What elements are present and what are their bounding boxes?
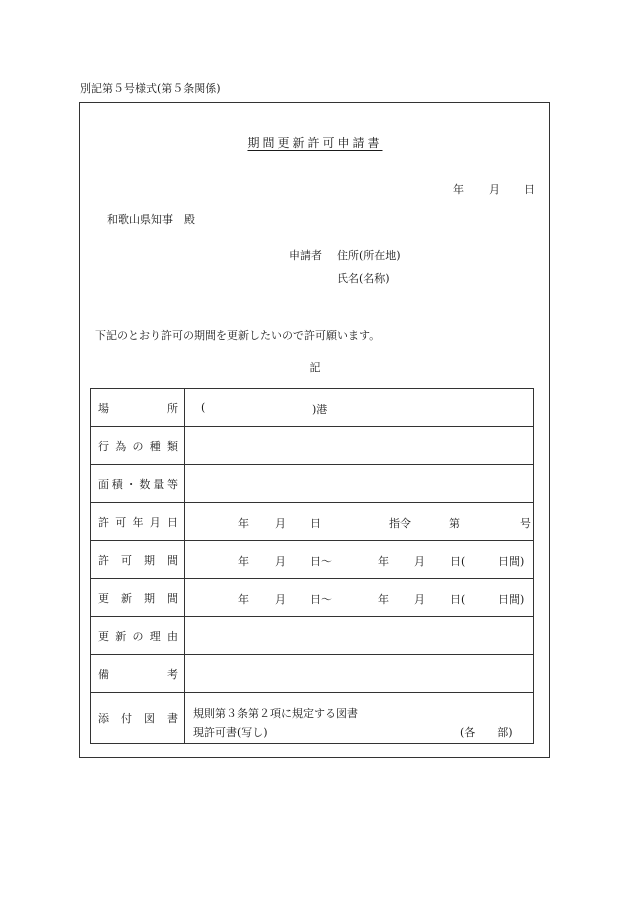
- port-open: (: [201, 401, 206, 414]
- row-label-renewal-period: 更 新 期 間: [98, 591, 178, 605]
- renewal-days: 日間): [498, 593, 525, 606]
- row-label-activity-type: 行 為 の 種 類: [98, 439, 178, 453]
- permit-month: 月: [275, 517, 286, 530]
- attachment-line-2: 現許可書(写し): [193, 726, 268, 739]
- table-row-attachments: [91, 693, 533, 743]
- form-label: 別記第５号様式(第５条関係): [80, 82, 221, 95]
- renewal-from-year: 年: [238, 593, 249, 606]
- label-cell: [91, 503, 185, 540]
- row-label-permit-date: 許 可 年 月 日: [98, 515, 178, 529]
- table-row-location: [91, 389, 533, 427]
- name-label: 氏名(名称): [337, 272, 390, 285]
- attachment-copies: (各 部): [460, 726, 513, 739]
- permit-day: 日: [310, 517, 321, 530]
- date-year: 年: [453, 183, 464, 196]
- permit-year: 年: [238, 517, 249, 530]
- attachment-line-1: 規則第３条第２項に規定する図書: [193, 707, 358, 720]
- row-label-location: 場 所: [98, 401, 178, 415]
- row-label-permit-period: 許 可 期 間: [98, 553, 178, 567]
- request-text: 下記のとおり許可の期間を更新したいので許可願います。: [95, 329, 381, 342]
- dai: 第: [449, 517, 460, 530]
- permit-to-day: 日(: [450, 555, 466, 568]
- application-table: [90, 388, 534, 744]
- renewal-to-year: 年: [378, 593, 389, 606]
- label-cell: [91, 541, 185, 578]
- label-cell: [91, 655, 185, 692]
- permit-from-month: 月: [275, 555, 286, 568]
- label-cell: [91, 617, 185, 654]
- date-day: 日: [524, 183, 535, 196]
- permit-to-month: 月: [414, 555, 425, 568]
- port-suffix: )港: [312, 403, 328, 416]
- document-title-text: 期間更新許可申請書: [247, 136, 383, 150]
- label-cell: [91, 465, 185, 502]
- address-label: 住所(所在地): [337, 249, 401, 262]
- label-cell: [91, 389, 185, 426]
- label-cell: [91, 693, 185, 743]
- permit-from-year: 年: [238, 555, 249, 568]
- renewal-to-month: 月: [414, 593, 425, 606]
- permit-days: 日間): [498, 555, 525, 568]
- row-label-attachments: 添 付 図 書: [98, 712, 178, 725]
- applicant-label: 申請者: [289, 249, 322, 262]
- table-row-permit-period: [91, 541, 533, 579]
- row-label-remarks: 備 考: [98, 667, 178, 681]
- renewal-from-month: 月: [275, 593, 286, 606]
- renewal-to-day: 日(: [450, 593, 466, 606]
- table-row-activity-type: [91, 427, 533, 465]
- addressee: 和歌山県知事 殿: [107, 213, 195, 226]
- go: 号: [520, 517, 531, 530]
- table-row-area-quantity: [91, 465, 533, 503]
- permit-from-day: 日〜: [310, 555, 332, 568]
- date-month: 月: [489, 183, 500, 196]
- table-row-renewal-reason: [91, 617, 533, 655]
- row-label-area-quantity: 面 積 ・ 数 量 等: [98, 477, 178, 491]
- ki-heading: 記: [309, 361, 321, 374]
- shirei: 指令: [389, 517, 411, 530]
- permit-to-year: 年: [378, 555, 389, 568]
- renewal-from-day: 日〜: [310, 593, 332, 606]
- document-title: [0, 134, 630, 151]
- table-row-remarks: [91, 655, 533, 693]
- table-row-renewal-period: [91, 579, 533, 617]
- table-row-permit-date: [91, 503, 533, 541]
- row-label-renewal-reason: 更 新 の 理 由: [98, 629, 178, 643]
- label-cell: [91, 579, 185, 616]
- label-cell: [91, 427, 185, 464]
